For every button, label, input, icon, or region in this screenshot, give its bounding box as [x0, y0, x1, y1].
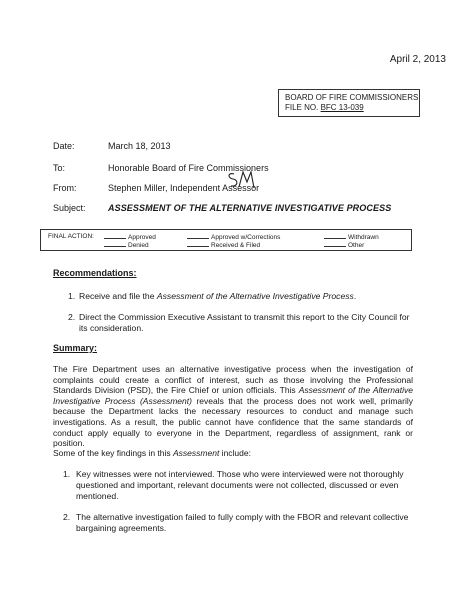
item-number: 2. — [68, 312, 76, 322]
file-number-line — [285, 103, 419, 113]
item-number: 2. — [63, 512, 71, 522]
findings-intro-italic: Assessment — [173, 448, 220, 458]
final-action-label: FINAL ACTION: — [48, 233, 94, 240]
item-line: mentioned. — [76, 491, 119, 501]
item-text — [79, 291, 356, 302]
board-file-box — [278, 89, 420, 117]
received-filed-option — [187, 240, 260, 249]
handwritten-signature — [224, 168, 258, 192]
item-text — [76, 469, 404, 502]
denied-option — [104, 240, 149, 249]
approved-label: Approved — [128, 234, 156, 241]
summary-text: The Fire Department uses an alternative investigative process when the investigation of complaints could create a conflict of interest, such as those involving the Professional Standards Division (PSD), the Fire Chief or union officials. This — [53, 364, 413, 396]
subject-value: ASSESSMENT OF THE ALTERNATIVE INVESTIGATIVE PROCESS — [108, 203, 392, 213]
other-option — [324, 240, 364, 249]
from-label: From: — [53, 183, 77, 193]
other-label: Other — [348, 242, 365, 249]
findings-intro-text: include: — [219, 448, 251, 458]
approved-corrections-label: Approved w/Corrections — [211, 234, 281, 241]
item-text-pre: Receive and file the — [79, 291, 157, 301]
final-action-box — [40, 229, 412, 251]
approved-line — [104, 232, 126, 239]
item-line: Key witnesses were not interviewed. Those who were interviewed were not thoroughly — [76, 469, 404, 479]
from-value: Stephen Miller, Independent Assessor — [108, 183, 260, 193]
item-line: its consideration. — [79, 323, 144, 333]
date-value: March 18, 2013 — [108, 141, 171, 151]
other-line — [324, 240, 346, 247]
item-line: Direct the Commission Executive Assistant to transmit this report to the City Council for — [79, 312, 410, 322]
item-text-post: . — [353, 291, 357, 301]
findings-intro — [53, 448, 413, 459]
denied-line — [104, 240, 126, 247]
item-text — [76, 512, 408, 534]
summary-heading: Summary: — [53, 343, 98, 353]
item-number: 1. — [63, 469, 71, 479]
item-line: The alternative investigation failed to fully comply with the FBOR and relevant collective — [76, 512, 409, 522]
item-text — [79, 312, 410, 334]
summary-paragraph — [53, 364, 413, 449]
summary-text: reveals that the process does not work well, primarily because the Department lacks the necessary resources to conduct and manage such investigations. As a result, the public cannot have confidence that the same standards of conduct apply equally to everyone in the Department, regardless of assignment, rank or position. — [53, 395, 413, 449]
date-label: Date: — [53, 141, 75, 151]
report-date: April 2, 2013 — [389, 54, 446, 65]
board-title: BOARD OF FIRE COMMISSIONERS — [285, 93, 419, 102]
item-line: bargaining agreements. — [76, 523, 167, 533]
item-number: 1. — [68, 291, 76, 301]
received-filed-line — [187, 240, 209, 247]
item-line: questioned and important, relevant documents were not collected, discussed or even — [76, 480, 399, 490]
item-text-italic: Assessment of the Alternative Investigative Process — [156, 291, 354, 301]
file-label: FILE NO. — [285, 103, 321, 112]
withdrawn-label: Withdrawn — [348, 234, 379, 241]
to-label: To: — [53, 163, 66, 173]
to-value: Honorable Board of Fire Commissioners — [108, 163, 269, 173]
withdrawn-line — [324, 232, 346, 239]
received-filed-label: Received & Filed — [211, 242, 261, 249]
subject-label: Subject: — [53, 203, 86, 213]
findings-intro-text: Some of the key findings in this — [53, 448, 174, 458]
file-number: BFC 13-039 — [320, 103, 364, 112]
recommendations-heading: Recommendations: — [53, 268, 137, 278]
approved-corrections-line — [187, 232, 209, 239]
denied-label: Denied — [128, 242, 149, 249]
summary-text-italic: Assessment of the Alternative Investigative Process (Assessment) — [53, 385, 413, 406]
